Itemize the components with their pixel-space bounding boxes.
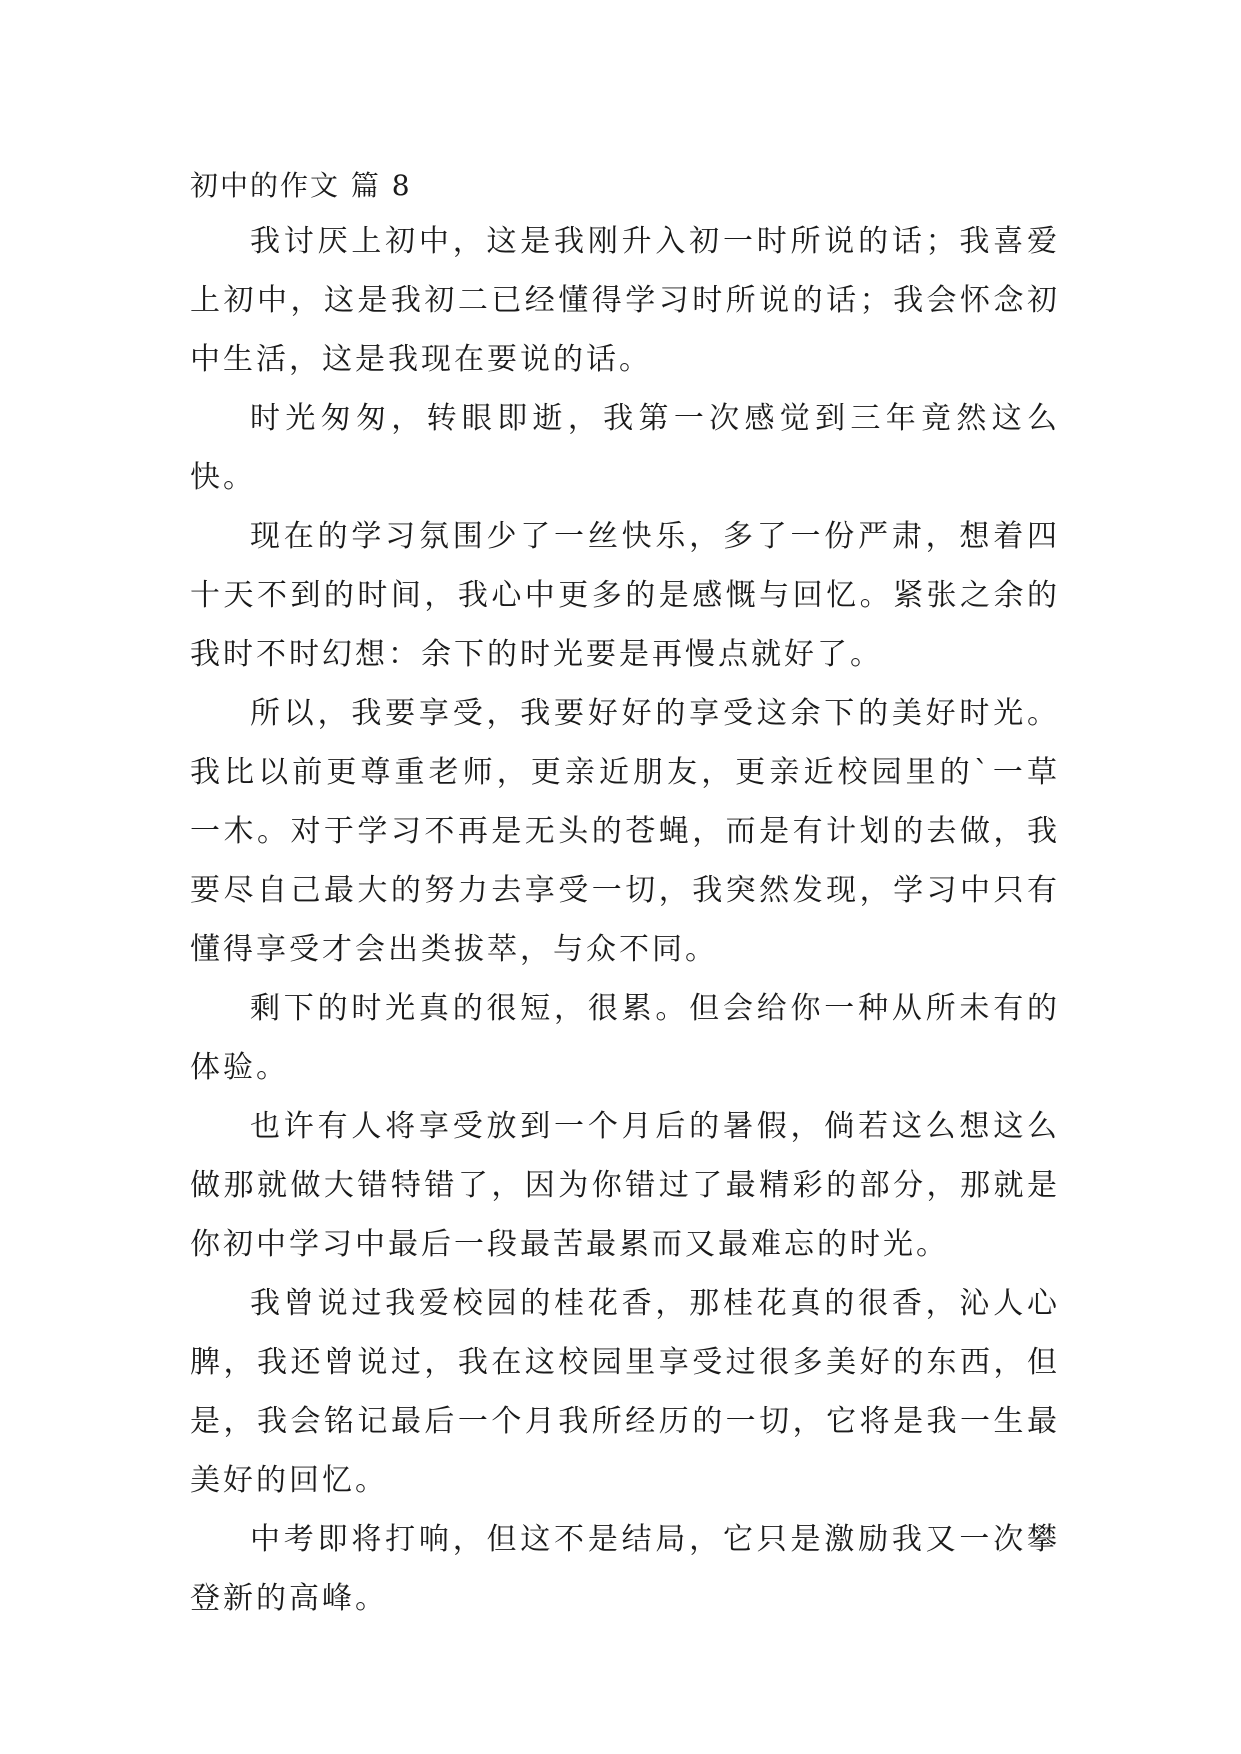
paragraph: 中考即将打响，但这不是结局，它只是激励我又一次攀登新的高峰。 [190, 1522, 1060, 1616]
paragraph: 我曾说过我爱校园的桂花香，那桂花真的很香，沁人心脾，我还曾说过，我在这校园里享受过很多美好的东西，但是，我会铭记最后一个月我所经历的一切，它将是我一生最美好的回忆。 [190, 1286, 1060, 1498]
paragraph: 剩下的时光真的很短，很累。但会给你一种从所未有的体验。 [190, 991, 1060, 1085]
paragraph: 我讨厌上初中，这是我刚升入初一时所说的话；我喜爱上初中，这是我初二已经懂得学习时所说的话；我会怀念初中生活，这是我现在要说的话。 [190, 224, 1060, 377]
document-title: 初中的作文 篇 8 [190, 169, 412, 202]
paragraph: 所以，我要享受，我要好好的享受这余下的美好时光。我比以前更尊重老师，更亲近朋友，更亲近校园里的`一草一木。对于学习不再是无头的苍蝇，而是有计划的去做，我要尽自己最大的努力去享受一切，我突然发现，学习中只有懂得享受才会出类拔萃，与众不同。 [190, 696, 1060, 967]
paragraph: 现在的学习氛围少了一丝快乐，多了一份严肃，想着四十天不到的时间，我心中更多的是感慨与回忆。紧张之余的我时不时幻想：余下的时光要是再慢点就好了。 [190, 519, 1060, 672]
paragraph: 时光匆匆，转眼即逝，我第一次感觉到三年竟然这么快。 [190, 401, 1060, 495]
paragraph: 也许有人将享受放到一个月后的暑假，倘若这么想这么做那就做大错特错了，因为你错过了最精彩的部分，那就是你初中学习中最后一段最苦最累而又最难忘的时光。 [190, 1109, 1060, 1262]
document-body [190, 160, 1060, 1628]
